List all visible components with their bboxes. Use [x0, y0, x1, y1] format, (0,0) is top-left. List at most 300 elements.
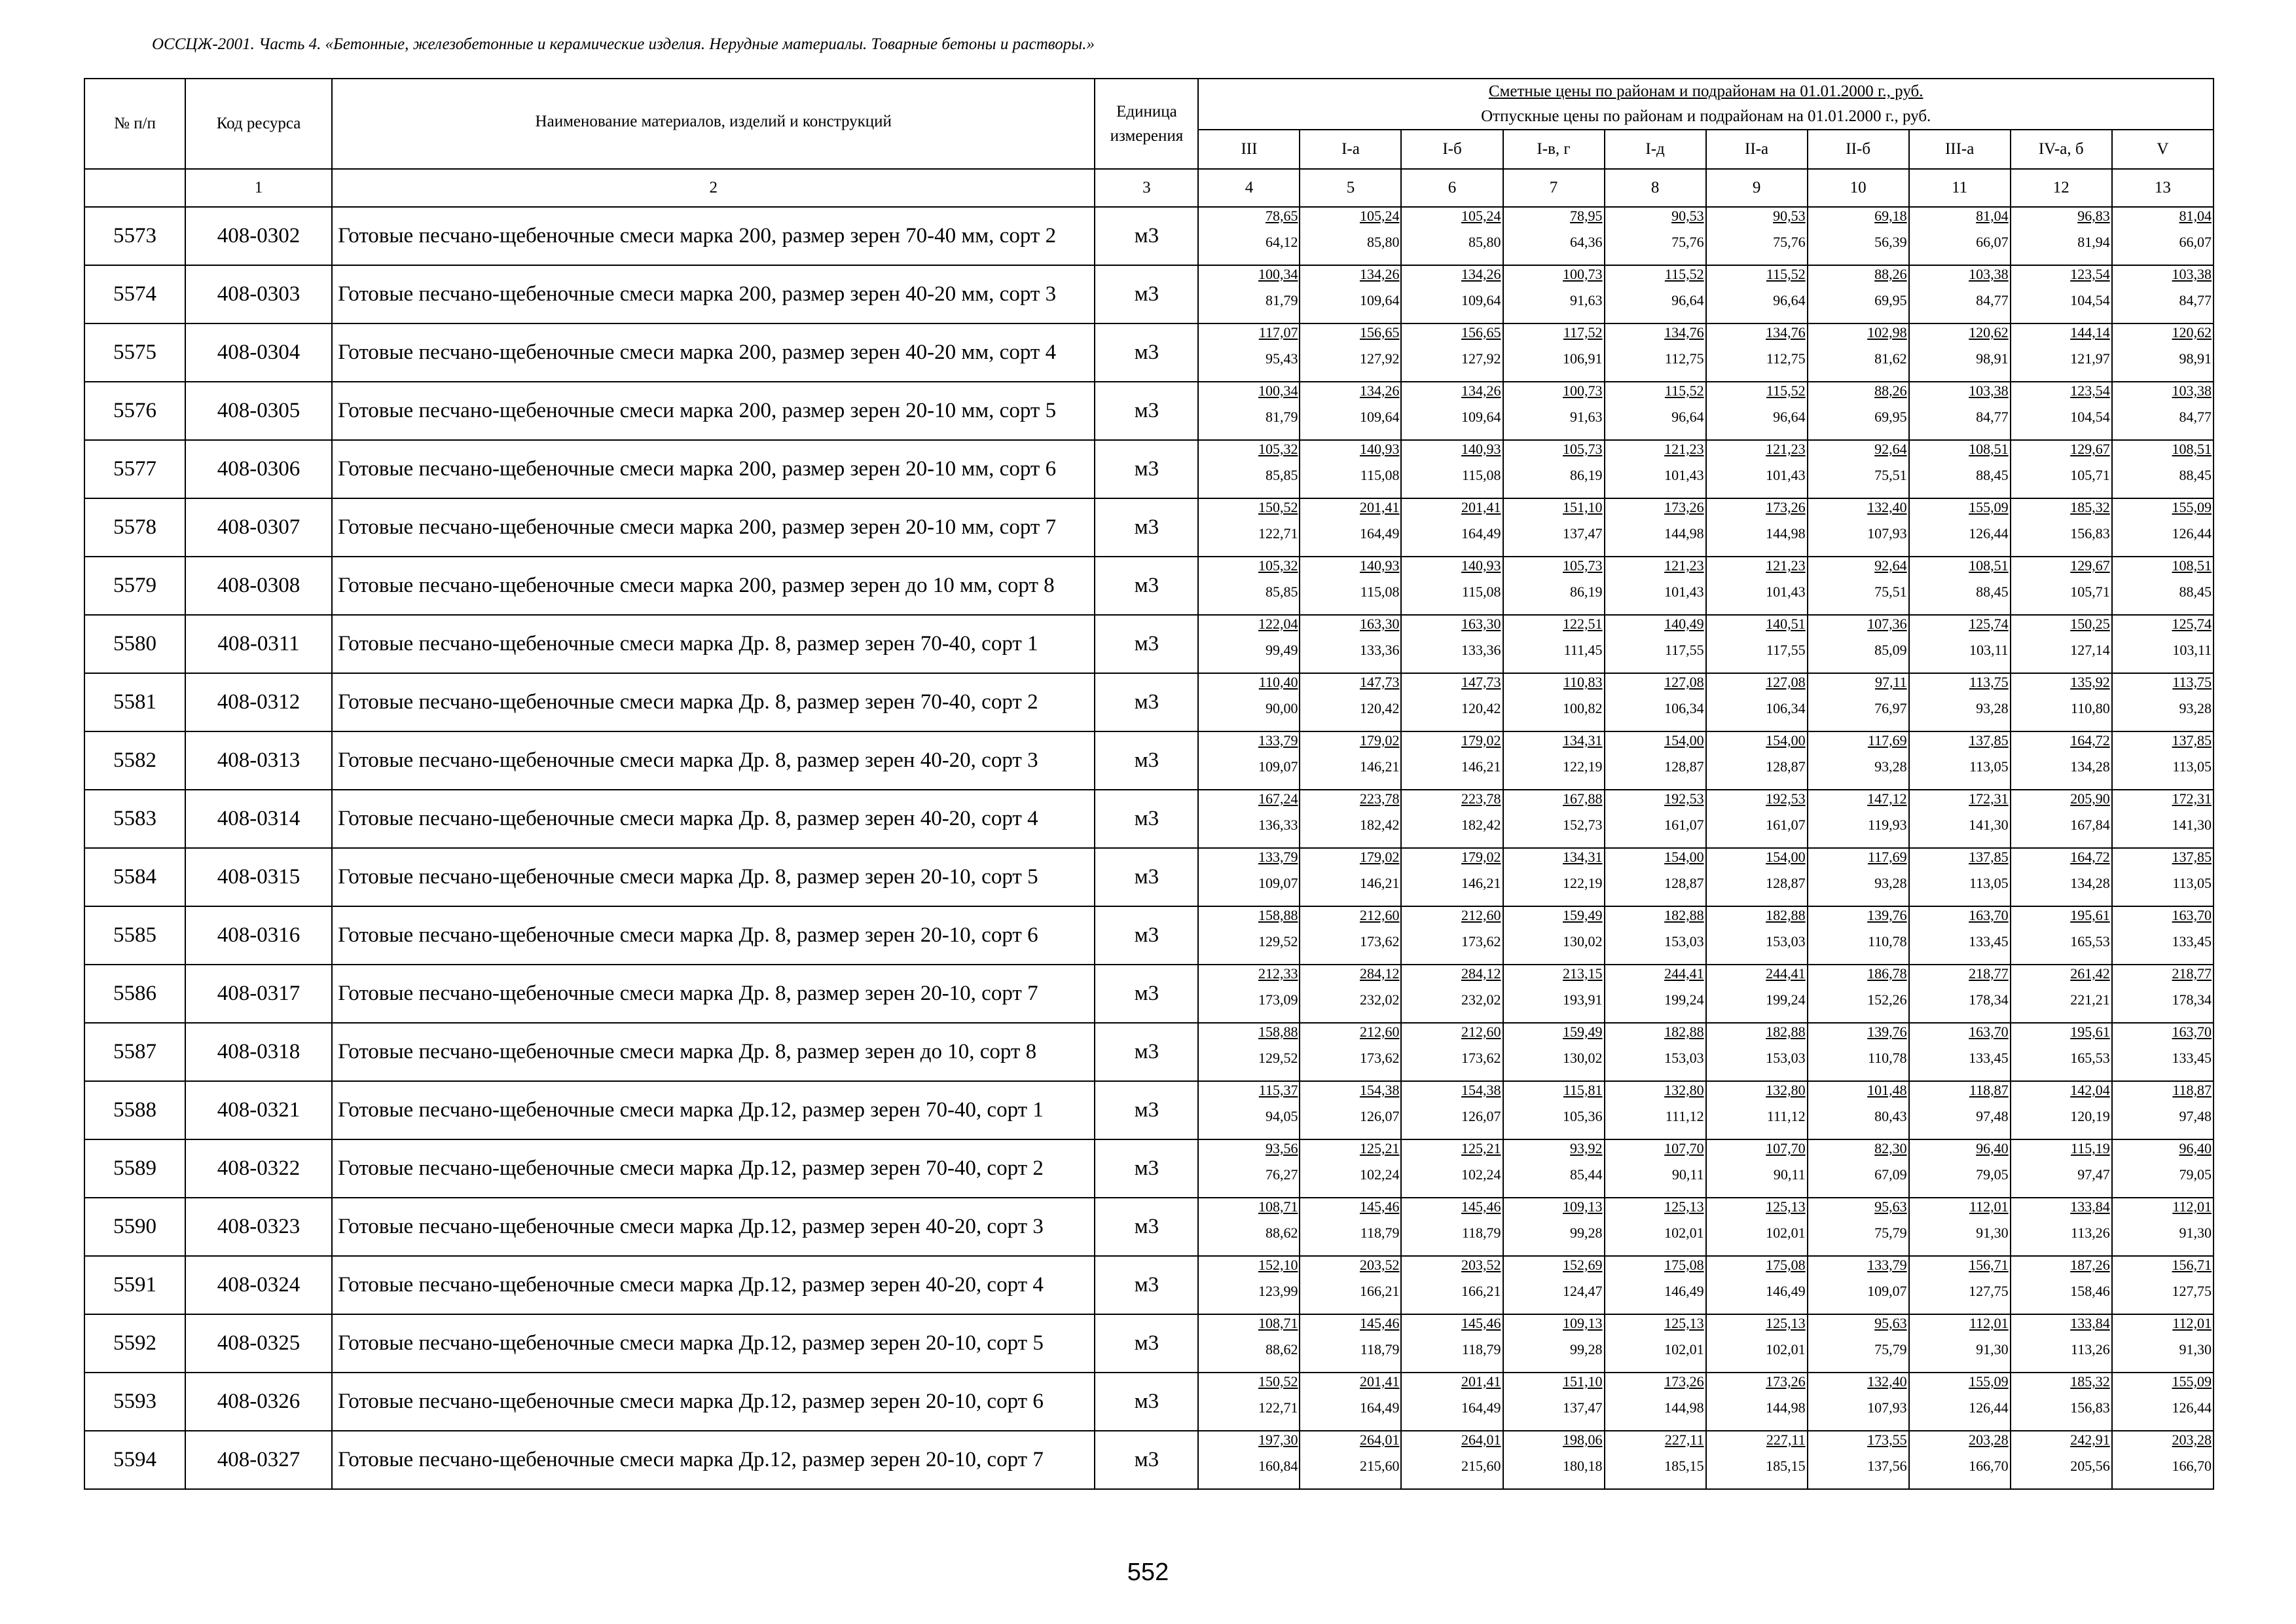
- release-price: 126,07: [1461, 1108, 1501, 1124]
- release-price: 102,24: [1461, 1166, 1501, 1183]
- release-price: 146,49: [1664, 1283, 1704, 1299]
- price-cell: [1706, 1431, 1808, 1489]
- material-name: Готовые песчано-щебеночные смеси марка 200, размер зерен 20-10 мм, сорт 5: [332, 382, 1095, 440]
- header-prices: [1198, 79, 2214, 130]
- release-price: 84,77: [2179, 409, 2212, 425]
- release-price: 96,64: [1773, 409, 1806, 425]
- price-cell: [2011, 848, 2112, 906]
- estimate-price: 117,07: [1258, 324, 1298, 341]
- release-price: 122,71: [1258, 1399, 1298, 1416]
- release-price: 109,64: [1461, 292, 1501, 308]
- release-price: 64,12: [1265, 234, 1298, 250]
- estimate-price: 110,83: [1563, 674, 1603, 690]
- price-cell: [1605, 557, 1706, 615]
- release-price: 98,91: [2179, 350, 2212, 367]
- price-cell: [1503, 207, 1605, 265]
- estimate-price: 154,00: [1664, 732, 1704, 748]
- price-cell: [1401, 906, 1503, 965]
- price-cell: [1909, 498, 2011, 557]
- resource-code: 408-0316: [185, 906, 332, 965]
- price-cell: [2011, 323, 2112, 382]
- estimate-price: 159,49: [1563, 907, 1603, 923]
- unit-cell: м3: [1095, 965, 1198, 1023]
- row-number: 5581: [84, 673, 185, 731]
- price-cell: [1808, 1139, 1909, 1198]
- price-cell: [1503, 1314, 1605, 1373]
- row-number: 5592: [84, 1314, 185, 1373]
- estimate-price: 227,11: [1766, 1431, 1806, 1448]
- price-cell: [1401, 1198, 1503, 1256]
- price-cell: [1503, 557, 1605, 615]
- price-cell: [1401, 1081, 1503, 1139]
- price-cell: [1605, 1314, 1706, 1373]
- release-price: 124,47: [1563, 1283, 1603, 1299]
- estimate-price: 159,49: [1563, 1024, 1603, 1040]
- column-number-cell: 2: [332, 169, 1095, 207]
- price-cell: [1909, 790, 2011, 848]
- estimate-price: 125,13: [1664, 1198, 1704, 1215]
- release-price: 128,87: [1664, 758, 1704, 775]
- price-cell: [1503, 440, 1605, 498]
- estimate-price: 154,38: [1359, 1082, 1400, 1098]
- header-region: III-а: [1909, 130, 2011, 169]
- estimate-price: 134,26: [1359, 382, 1400, 399]
- column-number-cell: [84, 169, 185, 207]
- estimate-price: 121,23: [1664, 441, 1704, 457]
- estimate-price: 164,72: [2070, 732, 2110, 748]
- price-cell: [1503, 498, 1605, 557]
- release-price: 113,05: [2172, 758, 2212, 775]
- estimate-price: 125,21: [1359, 1140, 1400, 1156]
- release-price: 105,71: [2070, 583, 2110, 600]
- release-price: 76,27: [1265, 1166, 1298, 1183]
- price-cell: [1605, 498, 1706, 557]
- release-price: 129,52: [1258, 1050, 1298, 1066]
- price-cell: [1706, 1314, 1808, 1373]
- unit-cell: м3: [1095, 906, 1198, 965]
- price-cell: [1909, 1256, 2011, 1314]
- release-price: 106,34: [1664, 700, 1704, 716]
- table-body: [84, 207, 2214, 1489]
- estimate-price: 179,02: [1461, 849, 1501, 865]
- estimate-price: 108,71: [1258, 1198, 1298, 1215]
- price-cell: [1198, 731, 1300, 790]
- price-cell: [1300, 1373, 1401, 1431]
- price-cell: [1706, 906, 1808, 965]
- estimate-price: 186,78: [1867, 965, 1907, 982]
- estimate-price: 132,80: [1664, 1082, 1704, 1098]
- release-price: 160,84: [1258, 1458, 1298, 1474]
- estimate-price: 115,81: [1563, 1082, 1603, 1098]
- estimate-price: 140,93: [1359, 557, 1400, 574]
- release-price: 91,30: [2179, 1341, 2212, 1357]
- estimate-price: 212,60: [1461, 1024, 1501, 1040]
- row-number: 5577: [84, 440, 185, 498]
- price-cell: [1198, 906, 1300, 965]
- estimate-price: 97,11: [1874, 674, 1907, 690]
- estimate-price: 115,52: [1664, 266, 1704, 282]
- price-cell: [2112, 673, 2214, 731]
- resource-code: 408-0322: [185, 1139, 332, 1198]
- resource-code: 408-0305: [185, 382, 332, 440]
- estimate-price: 147,73: [1359, 674, 1400, 690]
- estimate-price: 218,77: [1969, 965, 2009, 982]
- estimate-price: 115,37: [1258, 1082, 1298, 1098]
- release-price: 99,49: [1265, 642, 1298, 658]
- price-cell: [1909, 440, 2011, 498]
- price-cell: [2112, 965, 2214, 1023]
- estimate-price: 120,62: [1969, 324, 2009, 341]
- header-region: III: [1198, 130, 1300, 169]
- release-price: 93,28: [1976, 700, 2009, 716]
- release-price: 100,82: [1563, 700, 1603, 716]
- estimate-price: 88,26: [1874, 382, 1907, 399]
- release-price: 136,33: [1258, 817, 1298, 833]
- table-row: [84, 207, 2214, 265]
- unit-cell: м3: [1095, 498, 1198, 557]
- estimate-price: 132,80: [1766, 1082, 1806, 1098]
- release-price: 137,56: [1867, 1458, 1907, 1474]
- estimate-price: 92,64: [1874, 441, 1907, 457]
- release-price: 112,75: [1664, 350, 1704, 367]
- release-price: 69,95: [1874, 292, 1907, 308]
- price-cell: [1503, 382, 1605, 440]
- resource-code: 408-0311: [185, 615, 332, 673]
- material-name: Готовые песчано-щебеночные смеси марка Др.12, размер зерен 20-10, сорт 5: [332, 1314, 1095, 1373]
- header-region: I-а: [1300, 130, 1401, 169]
- estimate-price: 137,85: [2172, 849, 2212, 865]
- price-cell: [2011, 1373, 2112, 1431]
- material-name: Готовые песчано-щебеночные смеси марка 200, размер зерен до 10 мм, сорт 8: [332, 557, 1095, 615]
- estimate-price: 133,79: [1867, 1257, 1907, 1273]
- column-number-cell: 9: [1706, 169, 1808, 207]
- estimate-price: 108,51: [1969, 557, 2009, 574]
- estimate-price: 121,23: [1766, 441, 1806, 457]
- release-price: 109,07: [1258, 875, 1298, 891]
- estimate-price: 284,12: [1359, 965, 1400, 982]
- resource-code: 408-0321: [185, 1081, 332, 1139]
- estimate-price: 112,01: [1969, 1315, 2009, 1331]
- price-cell: [1808, 1431, 1909, 1489]
- unit-cell: м3: [1095, 382, 1198, 440]
- table-row: [84, 615, 2214, 673]
- release-price: 156,83: [2070, 525, 2110, 542]
- price-cell: [1706, 848, 1808, 906]
- estimate-price: 112,01: [1969, 1198, 2009, 1215]
- price-cell: [2112, 207, 2214, 265]
- release-price: 75,76: [1773, 234, 1806, 250]
- price-cell: [1706, 440, 1808, 498]
- release-price: 182,42: [1359, 817, 1400, 833]
- price-cell: [2112, 1081, 2214, 1139]
- estimate-price: 123,54: [2070, 382, 2110, 399]
- release-price: 173,62: [1461, 933, 1501, 950]
- unit-cell: м3: [1095, 1139, 1198, 1198]
- estimate-price: 112,01: [2172, 1315, 2212, 1331]
- price-cell: [1909, 1139, 2011, 1198]
- estimate-price: 182,88: [1766, 1024, 1806, 1040]
- estimate-price: 179,02: [1359, 732, 1400, 748]
- release-price: 99,28: [1570, 1341, 1603, 1357]
- release-price: 102,01: [1664, 1341, 1704, 1357]
- price-cell: [2011, 790, 2112, 848]
- price-cell: [1909, 1023, 2011, 1081]
- material-name: Готовые песчано-щебеночные смеси марка Др. 8, размер зерен 20-10, сорт 7: [332, 965, 1095, 1023]
- price-cell: [1808, 673, 1909, 731]
- material-name: Готовые песчано-щебеночные смеси марка Др. 8, размер зерен 70-40, сорт 1: [332, 615, 1095, 673]
- release-price: 80,43: [1874, 1108, 1907, 1124]
- release-price: 173,62: [1359, 1050, 1400, 1066]
- price-cell: [1605, 790, 1706, 848]
- estimate-price: 195,61: [2070, 1024, 2110, 1040]
- price-cell: [1300, 1081, 1401, 1139]
- price-cell: [2112, 848, 2214, 906]
- unit-cell: м3: [1095, 1256, 1198, 1314]
- release-price: 166,21: [1461, 1283, 1501, 1299]
- price-cell: [2011, 1314, 2112, 1373]
- release-price: 164,49: [1461, 525, 1501, 542]
- release-price: 81,79: [1265, 409, 1298, 425]
- release-price: 94,05: [1265, 1108, 1298, 1124]
- resource-code: 408-0318: [185, 1023, 332, 1081]
- price-cell: [1198, 265, 1300, 323]
- unit-cell: м3: [1095, 790, 1198, 848]
- column-number-cell: 10: [1808, 169, 1909, 207]
- price-cell: [1808, 440, 1909, 498]
- release-price: 126,44: [1969, 1399, 2009, 1416]
- estimate-price: 100,34: [1258, 382, 1298, 399]
- price-cell: [1300, 1256, 1401, 1314]
- estimate-price: 151,10: [1563, 1373, 1603, 1390]
- release-price: 118,79: [1461, 1341, 1501, 1357]
- price-cell: [1198, 848, 1300, 906]
- price-cell: [1503, 1081, 1605, 1139]
- estimate-price: 135,92: [2070, 674, 2110, 690]
- release-price: 110,78: [1867, 933, 1907, 950]
- row-number: 5583: [84, 790, 185, 848]
- estimate-price: 212,60: [1461, 907, 1501, 923]
- column-number-cell: 8: [1605, 169, 1706, 207]
- release-price: 86,19: [1570, 583, 1603, 600]
- price-cell: [1605, 440, 1706, 498]
- price-cell: [1198, 1023, 1300, 1081]
- estimate-price: 142,04: [2070, 1082, 2110, 1098]
- release-price: 144,98: [1766, 1399, 1806, 1416]
- material-name: Готовые песчано-щебеночные смеси марка Др. 8, размер зерен 40-20, сорт 3: [332, 731, 1095, 790]
- price-cell: [1300, 557, 1401, 615]
- price-cell: [1300, 323, 1401, 382]
- table-row: [84, 440, 2214, 498]
- price-cell: [1198, 1139, 1300, 1198]
- release-price: 134,28: [2070, 875, 2110, 891]
- estimate-price: 144,14: [2070, 324, 2110, 341]
- estimate-price: 152,10: [1258, 1257, 1298, 1273]
- release-price: 129,52: [1258, 933, 1298, 950]
- release-price: 119,93: [1867, 817, 1907, 833]
- material-name: Готовые песчано-щебеночные смеси марка Др.12, размер зерен 20-10, сорт 7: [332, 1431, 1095, 1489]
- release-price: 122,71: [1258, 525, 1298, 542]
- price-cell: [1198, 673, 1300, 731]
- release-price: 165,53: [2070, 1050, 2110, 1066]
- estimate-price: 201,41: [1461, 499, 1501, 515]
- row-number: 5573: [84, 207, 185, 265]
- release-price: 113,05: [1969, 758, 2009, 775]
- table-row: [84, 965, 2214, 1023]
- release-price: 88,45: [2179, 583, 2212, 600]
- estimate-price: 227,11: [1664, 1431, 1704, 1448]
- release-price: 152,26: [1867, 991, 1907, 1008]
- estimate-price: 212,60: [1359, 907, 1400, 923]
- price-cell: [1300, 498, 1401, 557]
- release-price: 102,24: [1359, 1166, 1400, 1183]
- unit-cell: м3: [1095, 615, 1198, 673]
- unit-cell: м3: [1095, 1373, 1198, 1431]
- price-cell: [1605, 1373, 1706, 1431]
- release-price: 193,91: [1563, 991, 1603, 1008]
- unit-cell: м3: [1095, 848, 1198, 906]
- release-price: 232,02: [1359, 991, 1400, 1008]
- estimate-price: 203,52: [1461, 1257, 1501, 1273]
- release-price: 205,56: [2070, 1458, 2110, 1474]
- release-price: 153,03: [1664, 933, 1704, 950]
- table-row: [84, 1373, 2214, 1431]
- price-cell: [1503, 1373, 1605, 1431]
- table-row: [84, 1314, 2214, 1373]
- unit-cell: м3: [1095, 440, 1198, 498]
- price-cell: [1605, 382, 1706, 440]
- price-cell: [1401, 1139, 1503, 1198]
- price-cell: [1198, 207, 1300, 265]
- estimate-price: 156,65: [1461, 324, 1501, 341]
- row-number: 5589: [84, 1139, 185, 1198]
- table-row: [84, 731, 2214, 790]
- release-price: 113,05: [1969, 875, 2009, 891]
- price-cell: [1198, 615, 1300, 673]
- release-price: 93,28: [1874, 875, 1907, 891]
- estimate-price: 81,04: [1976, 208, 2009, 224]
- price-cell: [2011, 965, 2112, 1023]
- estimate-price: 125,13: [1664, 1315, 1704, 1331]
- release-price: 93,28: [1874, 758, 1907, 775]
- release-price: 66,07: [1976, 234, 2009, 250]
- price-cell: [1706, 498, 1808, 557]
- estimate-price: 155,09: [1969, 1373, 2009, 1390]
- release-price: 81,94: [2077, 234, 2110, 250]
- release-price: 144,98: [1766, 525, 1806, 542]
- price-cell: [1401, 323, 1503, 382]
- estimate-price: 261,42: [2070, 965, 2110, 982]
- release-price: 66,07: [2179, 234, 2212, 250]
- resource-code: 408-0302: [185, 207, 332, 265]
- price-cell: [1401, 498, 1503, 557]
- price-cell: [1909, 265, 2011, 323]
- estimate-price: 127,08: [1664, 674, 1704, 690]
- price-cell: [1198, 1373, 1300, 1431]
- release-price: 90,11: [1773, 1166, 1806, 1183]
- estimate-price: 96,40: [2179, 1140, 2212, 1156]
- estimate-price: 93,92: [1570, 1140, 1603, 1156]
- release-price: 134,28: [2070, 758, 2110, 775]
- price-cell: [1909, 382, 2011, 440]
- estimate-price: 113,75: [1969, 674, 2009, 690]
- release-price: 156,83: [2070, 1399, 2110, 1416]
- estimate-price: 175,08: [1664, 1257, 1704, 1273]
- price-cell: [1198, 323, 1300, 382]
- price-cell: [1909, 557, 2011, 615]
- price-cell: [2112, 1431, 2214, 1489]
- release-price: 104,54: [2070, 292, 2110, 308]
- price-cell: [1401, 965, 1503, 1023]
- release-price: 101,43: [1664, 583, 1704, 600]
- estimate-price: 108,51: [2172, 441, 2212, 457]
- release-price: 84,77: [1976, 292, 2009, 308]
- row-number: 5582: [84, 731, 185, 790]
- material-name: Готовые песчано-щебеночные смеси марка Др. 8, размер зерен 20-10, сорт 5: [332, 848, 1095, 906]
- release-price: 133,45: [1969, 933, 2009, 950]
- release-price: 105,36: [1563, 1108, 1603, 1124]
- estimate-price: 105,32: [1258, 441, 1298, 457]
- unit-cell: м3: [1095, 1081, 1198, 1139]
- release-price: 173,62: [1461, 1050, 1501, 1066]
- release-price: 144,98: [1664, 525, 1704, 542]
- release-price: 164,49: [1461, 1399, 1501, 1416]
- estimate-price: 185,32: [2070, 1373, 2110, 1390]
- release-price: 146,21: [1461, 875, 1501, 891]
- row-number: 5586: [84, 965, 185, 1023]
- resource-code: 408-0317: [185, 965, 332, 1023]
- price-cell: [1503, 323, 1605, 382]
- estimate-price: 115,52: [1766, 266, 1806, 282]
- price-cell: [1300, 1198, 1401, 1256]
- price-cell: [2112, 1198, 2214, 1256]
- material-name: Готовые песчано-щебеночные смеси марка Др. 8, размер зерен 70-40, сорт 2: [332, 673, 1095, 731]
- price-cell: [1503, 1198, 1605, 1256]
- price-cell: [1808, 323, 1909, 382]
- estimate-price: 140,51: [1766, 616, 1806, 632]
- release-price: 109,07: [1258, 758, 1298, 775]
- release-price: 111,12: [1766, 1108, 1806, 1124]
- estimate-price: 140,93: [1461, 557, 1501, 574]
- release-price: 199,24: [1664, 991, 1704, 1008]
- estimate-price: 155,09: [1969, 499, 2009, 515]
- price-cell: [1401, 440, 1503, 498]
- resource-code: 408-0313: [185, 731, 332, 790]
- price-cell: [1808, 848, 1909, 906]
- release-price: 109,64: [1359, 409, 1400, 425]
- price-cell: [1706, 731, 1808, 790]
- estimate-price: 145,46: [1359, 1198, 1400, 1215]
- release-price: 106,34: [1766, 700, 1806, 716]
- release-price: 164,49: [1359, 525, 1400, 542]
- resource-code: 408-0324: [185, 1256, 332, 1314]
- release-price: 173,62: [1359, 933, 1400, 950]
- price-cell: [1401, 1023, 1503, 1081]
- price-cell: [2011, 557, 2112, 615]
- release-price: 113,05: [2172, 875, 2212, 891]
- estimate-price: 108,51: [2172, 557, 2212, 574]
- row-number: 5593: [84, 1373, 185, 1431]
- price-cell: [1808, 965, 1909, 1023]
- price-cell: [1909, 207, 2011, 265]
- price-cell: [2112, 615, 2214, 673]
- release-price: 75,51: [1874, 583, 1907, 600]
- price-cell: [1503, 265, 1605, 323]
- estimate-price: 175,08: [1766, 1257, 1806, 1273]
- price-cell: [2112, 265, 2214, 323]
- release-price: 146,49: [1766, 1283, 1806, 1299]
- estimate-price: 147,73: [1461, 674, 1501, 690]
- estimate-price: 121,23: [1664, 557, 1704, 574]
